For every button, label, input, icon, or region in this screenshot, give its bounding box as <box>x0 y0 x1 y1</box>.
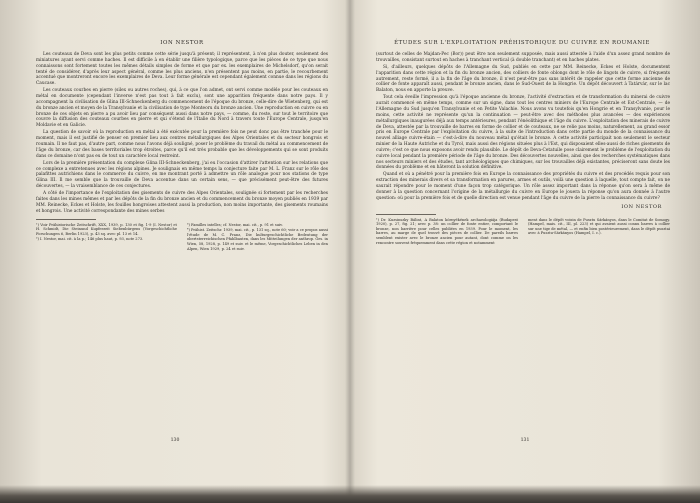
footnote: ³) Familles intelles; cf. Nestor, mai. cit., p. 91 et suiv. <box>187 222 283 227</box>
paragraph: Les couteaux de Deva sont les plus petits comme cette série jusqu'à présent; il représentent, à n'en plus douter, seulement des miniatures ayant servi comme haches. Il est difficile à en établir une filière typologique, parce que les pièces de ce type que nous connaissons sont fortement toutes les mêmes détails simples de forme et que par ex. les exemplaires de Michelsdorf, qu'on serait tenté de considérer, d'après leur aspect général, comme les plus anciens, n'en présentent pas moins, en partie, le recourbement accentué que montreront encore les exemplaires de Deva. Leur forme générale est cependant également connue dans les régions du Caucase. <box>36 52 328 87</box>
footnote-column <box>376 218 518 247</box>
footnote-column <box>528 218 670 247</box>
footnote-column <box>36 223 177 253</box>
paragraph: Si, d'ailleurs, quelques dépôts de l'Allemagne du Sud, publiés en cette par MM. Reinecke, Eckes et Holste, documentent l'apparition dans cette région et la fin du bronze ancien, des colliers de fonte oblongs dont le rôle de lingots de cuivre, si fréquents autrement, reste formé, il a la fin de l'âge du bronze, il n'est peut-être pas sans intérêt de rappeler que cette forme ancienne de collier de fonte apparaît aussi, pendant le bronze ancien, dans le Sud-Ouest de la Hongrie. Un dépôt découvert à Tatárvár, sur le lac Balaton, nous en apporte la preuve. <box>376 64 670 94</box>
footnote-column <box>187 223 328 253</box>
footnote: ment dans le dépôt voisin de Pusztu Sárkányos, dans le Comitat de Somogy. (Hampel, mais. cit., III, pl. 223) et qui avaient aussi connu barres à collier sur une tige de métal, — et enfin bien postérieurement, dans le dépôt pusztai avec à Pusztu-Sárkányos (Hampel, I. c.). <box>528 217 670 236</box>
footnote: ²) I. Nestor, mai. cit. à la p.; 146 plus haut, p. 93, note 273. <box>36 237 144 242</box>
paragraph: La question de savoir où la reproduction en métal a été exécutée pour la première fois ne peut donc pas être tranchée pour le moment, mais il est justifié de penser en premier lieu aux centres métallurgiques des Alpes Orientales et du secteur hongrois et roumain. Il ne faut pas, d'autre part, comme nous l'avons déjà souligné, poser le problème du travail du métal au commencement de l'âge du bronze, car des bases territoriales trop étroites, parce qu'il est très probable que les développements qui se sont produits dans ce domaine n'ont pas eu de tout un caractère local restreint. <box>36 130 328 159</box>
left-footnotes <box>36 223 328 253</box>
right-page <box>350 0 700 503</box>
footnote: ¹) Voir Prähistorische Zeitschrift, XXX, 1939, p. 130 et fig. 1-9 (I. Nestor) et H. Schmidt, Die Steinund Kupferzeit Siebenbürgens (Vorgeschichtliche Forschungen 6, Berlin 1923), p. 43 sq. avec pl. 13 et 14. <box>36 222 177 236</box>
paragraph: Quand et où a pénétré pour la première fois en Europe la connaissance des propriétés du cuivre et des procédés requis pour son extraction des minerais divers et sa transformation en parures, armes et outils, voilà une question à laquelle, tout compte fait, on ne saurait répondre pour le moment d'une façon trop catégorique. Un rôle assez important dans la réponse qu'on sera à même de donner à la question concernant l'origine de la métallurgie du cuivre en Europe le jouera la réponse qu'on aura donnée à l'autre question: où pour la première fois et de quelle direction est venue pendant l'âge du cuivre de la pierre la connaissance du cuivre? <box>376 172 670 201</box>
paragraph: A côté de l'importance de l'exploitation des gisements de cuivre des Alpes Orientales, soulignée si fortement par les recherches faites dans les mines mêmes et par les dépôts de la fin du bronze ancien et du commencement du bronze moyen publiés en 1939 par MM. Reinecke, Eckes et Holste, les fouilles hongroises attestent aussi la production, non moins importante, des gisements roumains et hongrois. Une activité correspondante des mines serbes <box>36 191 328 214</box>
paragraph: Les couteaux courbes en pierre (silex ou autres roches), qui, à ce que l'on admet, ont servi comme modèle pour les couteaux en métal en documente (cependant l'inverse n'est pas tout à fait exclu), sont une apparition fréquente dans notre pays. Il y accompagnent la civilisation de Glina III-Schneckenberg du commencement de l'époque du bronze, celle-dire de Wietenberg, qui est du bronze ancien et moyen de la Transylvanie et la civilisation de type Monteoru du bronze ancien. Une reproduction en cuivre ou en bronze de ces objets en pierre a pu avoir lieu par conséquent aussi dans notre pays, — comme, du reste, sur tout le territoire que couvre la diffusion des couteaux courbes en pierre et qui s'étend de l'Italie du Nord à travers toute l'Europe Centrale, jusqu'en Moldavie et en Galicie. <box>36 88 328 129</box>
footnote: ¹) Dr. Kuzsinszky Bálint, A Balaton környékének archaeologiája (Budapest 1920), p. 27, fig. 21; avec p. 38: un collier de fonte entier, comportant le bronze, non barrière pour celles publiées en 1939. Pour le moment, les barres, au marge de quel trouvé des pièces de collier. De pareils barres semblent exister avec le bronze ancien pour autant, dont comme on les rencontre souvent fréquemment dans cette région et notamment <box>376 217 518 245</box>
footnote-rule <box>376 214 436 215</box>
book-bottom-edge <box>0 485 700 503</box>
left-body-text <box>36 52 328 215</box>
footnote-rule <box>36 219 96 220</box>
footnote: ⁴) Prähist. Zeitschr. 1939, mai. cit., p. 131 sq., note 60; voir a ce propos aussi l'étude de M. C. Franz, Die kulturgeschichtliche Bedeutung der obertsterreichischen Pfahlbauten, dans les Mitteilungen der anthrop. Ges. in Wien, 58, 1928, p. 149 et suiv. et le même, Vorgeschichtliches Leben in den Alpen, Wien 1929, p. 24 et suiv. <box>187 228 328 251</box>
left-page-number: 130 <box>170 438 180 443</box>
right-page-number: 131 <box>520 438 530 443</box>
paragraph: Tout cela éveille l'impression qu'à l'époque ancienne du bronze, l'activité d'extraction et de transformation du minerai de cuivre aurait commencé en même temps, comme sur un signe, dans tout les centres miniers de l'Europe Centrale et Est-Centrale, — de l'Allemagne du Sud jusqu'en Transylvanie et en Petite Valachie. Nous avons vu toutefois qu'en Hongrie et en Transylvanie, pour le moins, cette activité ne représente qu'un la continuation — peut-être avec des méthodes plus avancées — des expériences métallurgiques inaugurées déjà aux temps antérieures, pendant l'énéolithique et l'âge du cuivre. L'exploitation des minerais de cuivre de Deva, attestée par la trouvaille de barres en forme de collier et de couteaux, ne se relie pas moins, naturellement, au grand essor pris en Europe Centrale par l'exploitation du cuivre, à la suite de l'introduction dans cette partie du monde de la connaissance du nouvel alliage cuivre-étain — c'est-à-dire du nouveau métal qu'était le bronze. A cette activité participait non seulement le secteur minier de la Haute Autriche et du Tyrol, mais aussi des régions situées plus à l'Est, qui disposaient elles-aussi de riches gisements de cuivre; c'est ce que nous exposons avoir rendu plausible. Le dépôt de Deva-Cetatuile pose clairement le problème de l'exploitation du cuivre local pendant la première période de l'âge du bronze. Des découvertes nouvelles, ainsi que des recherches systématiques dans nos secteurs miniers et des études, tant archéologiques que chimiques, sur les trouvailles déjà existantes, préciseront sans doute les données du problème et en hâteront la solution définitive. <box>376 95 670 171</box>
left-running-header: ION NESTOR <box>160 40 204 46</box>
author-signature: ION NESTOR <box>621 203 662 210</box>
right-footnotes <box>376 218 670 247</box>
paragraph: Lors de la première présentation du complexe Glina III-Schneckenberg, j'ai eu l'occasion d'attirer l'attention sur les relations que ce complexe a entretenues avec les régions alpines. Je soulignais en même temps la conjecture faite par M. L. Franz sur le rôle des palafittes autrichiens dans le commerce du cuivre, en me montrant porté à admettre un rôle analogue pour nos stations de type Glina III. Il me semble que la trouvaille de Deva accentue dans un certain sens, — que précisément peut-être des futures découvertes, — la vraisemblance de ces conjectures. <box>36 160 328 190</box>
right-body-text <box>376 52 670 202</box>
paragraph: (surtout de celles de Majdan-Pec (Bor)) peut être non seulement supposée, mais aussi attestée à l'aide d'un assez grand nombre de trouvailles, consistant surtout en haches à tranchant vertical (à double tranchant) et en haches plates. <box>376 52 670 63</box>
right-running-header: ÉTUDES SUR L'EXPLOITATION PRÉHISTORIQUE DU CUIVRE EN ROUMANIE <box>394 40 650 46</box>
